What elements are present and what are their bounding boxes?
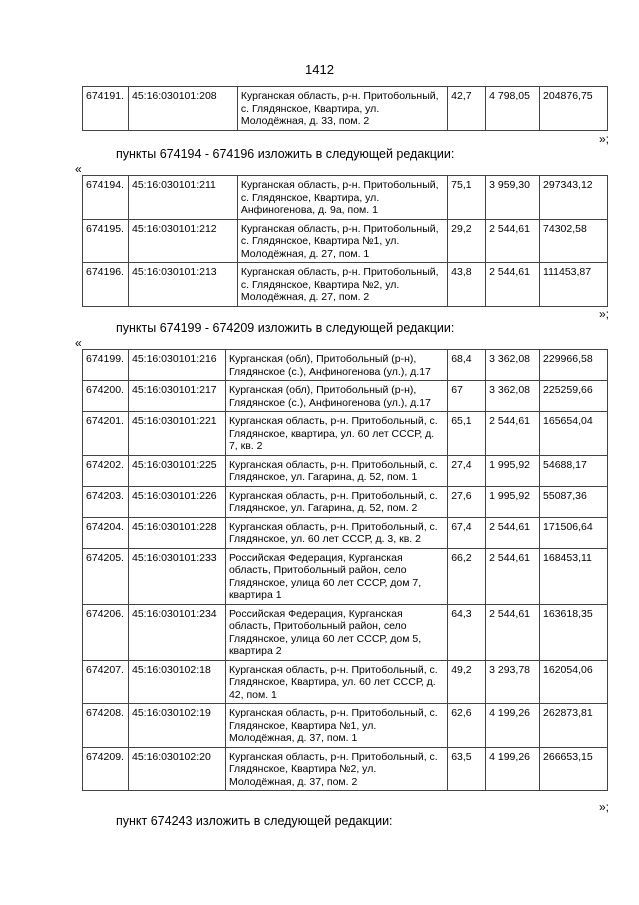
cell-cad: 45:16:030101:234 [128, 604, 225, 660]
cell-num: 674203. [83, 486, 129, 517]
cell-value: 297343,12 [540, 176, 608, 220]
cell-value: 204876,75 [540, 87, 608, 131]
cell-cad: 45:16:030101:213 [128, 263, 237, 307]
cell-area: 42,7 [448, 87, 486, 131]
cell-area: 27,6 [448, 486, 486, 517]
cell-value: 266653,15 [540, 747, 608, 791]
cell-price: 3 362,08 [486, 381, 540, 412]
cell-cad: 45:16:030101:221 [128, 412, 225, 456]
cell-cad: 45:16:030101:225 [128, 455, 225, 486]
cell-cad: 45:16:030101:212 [128, 219, 237, 263]
cell-cad: 45:16:030101:226 [128, 486, 225, 517]
cell-num: 674199. [83, 350, 129, 381]
cell-addr: Российская Федерация, Курганская область, Притобольный район, село Глядянское, улица 60 лет СССР, дом 7, квартира 1 [225, 548, 447, 604]
cell-num: 674206. [83, 604, 129, 660]
cell-area: 67 [448, 381, 486, 412]
cell-addr: Курганская область, р-н. Притобольный, с. Глядянское, Квартира №1, ул. Молодёжная, д. 37, пом. 1 [225, 704, 447, 748]
cell-area: 63,5 [448, 747, 486, 791]
cell-value: 225259,66 [540, 381, 608, 412]
cell-addr: Курганская область, р-н. Притобольный, с. Глядянское, Квартира, ул. Молодёжная, д. 33, пом. 2 [237, 87, 447, 131]
table-row [83, 219, 608, 263]
cell-value: 262873,81 [540, 704, 608, 748]
cell-price: 4 798,05 [486, 87, 540, 131]
cell-addr: Курганская (обл), Притобольный (р-н), Глядянское (с.), Анфиногенова (ул.), д.17 [225, 381, 447, 412]
cell-area: 68,4 [448, 350, 486, 381]
cell-value: 171506,64 [540, 517, 608, 548]
cell-value: 168453,11 [540, 548, 608, 604]
cell-value: 165654,04 [540, 412, 608, 456]
cell-cad: 45:16:030101:233 [128, 548, 225, 604]
cell-price: 3 293,78 [486, 660, 540, 704]
cell-addr: Курганская область, р-н. Притобольный, с. Глядянское, ул. Гагарина, д. 52, пом. 1 [225, 455, 447, 486]
cell-addr: Курганская область, р-н. Притобольный, с. Глядянское, Квартира, ул. 60 лет СССР, д. 42, пом. 1 [225, 660, 447, 704]
cell-price: 4 199,26 [486, 704, 540, 748]
cell-num: 674208. [83, 704, 129, 748]
cell-num: 674201. [83, 412, 129, 456]
amendment-paragraph: пункты 674194 - 674196 изложить в следующей редакции: [116, 147, 455, 161]
table-row [83, 350, 608, 381]
cell-num: 674202. [83, 455, 129, 486]
cell-value: 111453,87 [540, 263, 608, 307]
cell-cad: 45:16:030101:208 [128, 87, 237, 131]
closing-quote: »; [599, 307, 610, 321]
cell-price: 2 544,61 [486, 219, 540, 263]
cell-addr: Курганская область, р-н. Притобольный, с. Глядянское, Квартира №2, ул. Молодёжная, д. 37, пом. 2 [225, 747, 447, 791]
closing-quote: »; [599, 132, 610, 146]
cell-area: 64,3 [448, 604, 486, 660]
table-row [83, 660, 608, 704]
cell-cad: 45:16:030101:228 [128, 517, 225, 548]
cell-addr: Курганская область, р-н. Притобольный, с. Глядянское, Квартира, ул. Анфиногенова, д. 9а, пом. 1 [237, 176, 447, 220]
cell-area: 29,2 [448, 219, 486, 263]
table-row [83, 486, 608, 517]
table-row [83, 548, 608, 604]
cell-price: 2 544,61 [486, 548, 540, 604]
table-row [83, 87, 608, 131]
cell-price: 1 995,92 [486, 455, 540, 486]
table-row [83, 517, 608, 548]
property-table-1 [82, 86, 608, 131]
cell-price: 2 544,61 [486, 263, 540, 307]
cell-addr: Курганская область, р-н. Притобольный, с. Глядянское, Квартира №1, ул. Молодёжная, д. 27, пом. 1 [237, 219, 447, 263]
cell-area: 49,2 [448, 660, 486, 704]
table-row [83, 263, 608, 307]
cell-price: 2 544,61 [486, 517, 540, 548]
cell-value: 74302,58 [540, 219, 608, 263]
cell-area: 62,6 [448, 704, 486, 748]
page-number: 1412 [305, 62, 334, 77]
table-row [83, 455, 608, 486]
cell-num: 674205. [83, 548, 129, 604]
cell-num: 674195. [83, 219, 129, 263]
opening-quote: « [75, 336, 82, 350]
cell-addr: Курганская область, р-н. Притобольный, с. Глядянское, ул. 60 лет СССР, д. 3, кв. 2 [225, 517, 447, 548]
cell-num: 674194. [83, 176, 129, 220]
table-row [83, 176, 608, 220]
cell-price: 4 199,26 [486, 747, 540, 791]
cell-cad: 45:16:030102:19 [128, 704, 225, 748]
cell-cad: 45:16:030101:211 [128, 176, 237, 220]
cell-price: 2 544,61 [486, 604, 540, 660]
opening-quote: « [75, 162, 82, 176]
cell-area: 65,1 [448, 412, 486, 456]
cell-value: 54688,17 [540, 455, 608, 486]
cell-addr: Курганская область, р-н. Притобольный, с. Глядянское, Квартира №2, ул. Молодёжная, д. 27, пом. 2 [237, 263, 447, 307]
cell-price: 3 362,08 [486, 350, 540, 381]
property-table-2 [82, 175, 608, 307]
cell-num: 674196. [83, 263, 129, 307]
table-row [83, 381, 608, 412]
cell-addr: Курганская область, р-н. Притобольный, с. Глядянское, ул. Гагарина, д. 52, пом. 2 [225, 486, 447, 517]
cell-area: 27,4 [448, 455, 486, 486]
property-table-3 [82, 349, 608, 791]
table-row [83, 704, 608, 748]
closing-quote: »; [599, 800, 610, 814]
cell-area: 75,1 [448, 176, 486, 220]
cell-area: 43,8 [448, 263, 486, 307]
cell-area: 67,4 [448, 517, 486, 548]
amendment-paragraph: пункты 674199 - 674209 изложить в следующей редакции: [116, 321, 455, 335]
cell-num: 674191. [83, 87, 129, 131]
cell-value: 55087,36 [540, 486, 608, 517]
cell-num: 674209. [83, 747, 129, 791]
cell-addr: Курганская область, р-н. Притобольный, с. Глядянское, квартира, ул. 60 лет СССР, д. 7, кв. 2 [225, 412, 447, 456]
cell-price: 1 995,92 [486, 486, 540, 517]
amendment-paragraph: пункт 674243 изложить в следующей редакции: [116, 814, 393, 828]
cell-cad: 45:16:030101:216 [128, 350, 225, 381]
cell-num: 674207. [83, 660, 129, 704]
cell-value: 163618,35 [540, 604, 608, 660]
cell-price: 3 959,30 [486, 176, 540, 220]
cell-cad: 45:16:030102:20 [128, 747, 225, 791]
cell-addr: Курганская (обл), Притобольный (р-н), Глядянское (с.), Анфиногенова (ул.), д.17 [225, 350, 447, 381]
cell-num: 674200. [83, 381, 129, 412]
cell-addr: Российская Федерация, Курганская область, Притобольный район, село Глядянское, улица 60 лет СССР, дом 5, квартира 2 [225, 604, 447, 660]
table-row [83, 747, 608, 791]
cell-price: 2 544,61 [486, 412, 540, 456]
cell-cad: 45:16:030101:217 [128, 381, 225, 412]
cell-value: 229966,58 [540, 350, 608, 381]
table-row [83, 412, 608, 456]
cell-num: 674204. [83, 517, 129, 548]
cell-value: 162054,06 [540, 660, 608, 704]
cell-cad: 45:16:030102:18 [128, 660, 225, 704]
table-row [83, 604, 608, 660]
cell-area: 66,2 [448, 548, 486, 604]
